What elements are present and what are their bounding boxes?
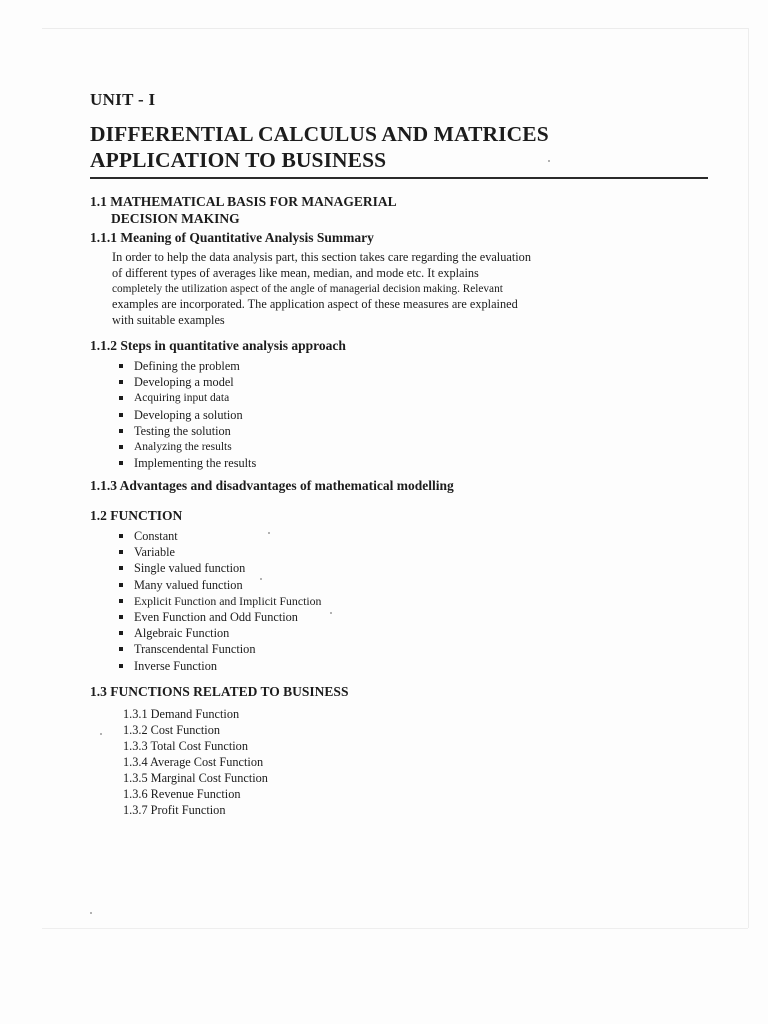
- list-item: Algebraic Function: [118, 625, 321, 641]
- scan-speck: [548, 160, 550, 162]
- list-item: Inverse Function: [118, 658, 321, 674]
- business-functions-list: [123, 706, 268, 818]
- list-item: Analyzing the results: [118, 439, 256, 455]
- scan-speck: [268, 532, 270, 534]
- unit-label: UNIT - I: [90, 90, 156, 109]
- section-1-1-1-paragraph: [112, 250, 558, 329]
- scan-speck: [260, 578, 262, 580]
- section-1-3-heading: 1.3 FUNCTIONS RELATED TO BUSINESS: [90, 684, 349, 699]
- list-item: Developing a solution: [118, 407, 256, 423]
- title-rule: [90, 177, 708, 179]
- paragraph-line: In order to help the data analysis part, this section takes care regarding the evaluation: [112, 250, 531, 264]
- scan-speck: [90, 912, 92, 914]
- section-1-1-heading: [90, 193, 650, 227]
- section-1-1-heading-line-1: 1.1 MATHEMATICAL BASIS FOR MANAGERIAL: [90, 194, 397, 209]
- paragraph-line: with suitable examples: [112, 313, 225, 328]
- page-edge-top: [42, 28, 748, 29]
- section-1-1-3-heading: 1.1.3 Advantages and disadvantages of mathematical modelling: [90, 478, 454, 493]
- list-item: 1.3.2 Cost Function: [123, 723, 221, 737]
- chapter-title-line-1: DIFFERENTIAL CALCULUS AND MATRICES: [90, 122, 549, 146]
- section-1-1-heading-line-2: DECISION MAKING: [111, 211, 240, 226]
- function-types-list: [118, 528, 321, 674]
- paragraph-line: completely the utilization aspect of the angle of managerial decision making. Relevant: [112, 282, 503, 295]
- scan-speck: [100, 733, 102, 735]
- section-1-2-heading: 1.2 FUNCTION: [90, 508, 183, 523]
- list-item: Variable: [118, 544, 321, 560]
- list-item: 1.3.4 Average Cost Function: [123, 755, 264, 769]
- paragraph-line: examples are incorporated. The application aspect of these measures are explained: [112, 297, 518, 312]
- list-item: 1.3.3 Total Cost Function: [123, 739, 248, 753]
- section-1-1-1-heading: 1.1.1 Meaning of Quantitative Analysis Summary: [90, 230, 374, 245]
- list-item: Transcendental Function: [118, 641, 321, 657]
- list-item: 1.3.6 Revenue Function: [123, 787, 241, 801]
- list-item: Developing a model: [118, 374, 256, 390]
- list-item: Constant: [118, 528, 321, 544]
- list-item: 1.3.7 Profit Function: [123, 803, 226, 817]
- list-item: Explicit Function and Implicit Function: [118, 593, 321, 609]
- chapter-title: [90, 121, 710, 173]
- list-item: Single valued function: [118, 560, 321, 576]
- steps-list: [118, 358, 256, 471]
- page-edge-right: [748, 28, 749, 928]
- page-edge-bottom: [42, 928, 748, 929]
- list-item: Acquiring input data: [118, 390, 256, 406]
- list-item: Implementing the results: [118, 455, 256, 471]
- list-item: Defining the problem: [118, 358, 256, 374]
- paragraph-line: of different types of averages like mean, median, and mode etc. It explains: [112, 265, 479, 280]
- list-item: 1.3.5 Marginal Cost Function: [123, 771, 268, 785]
- section-1-1-2-heading: 1.1.2 Steps in quantitative analysis approach: [90, 338, 346, 353]
- list-item: Even Function and Odd Function: [118, 609, 321, 625]
- list-item: 1.3.1 Demand Function: [123, 707, 240, 721]
- list-item: Testing the solution: [118, 423, 256, 439]
- list-item: Many valued function: [118, 577, 321, 593]
- chapter-title-line-2: APPLICATION TO BUSINESS: [90, 148, 387, 172]
- scan-speck: [330, 612, 332, 614]
